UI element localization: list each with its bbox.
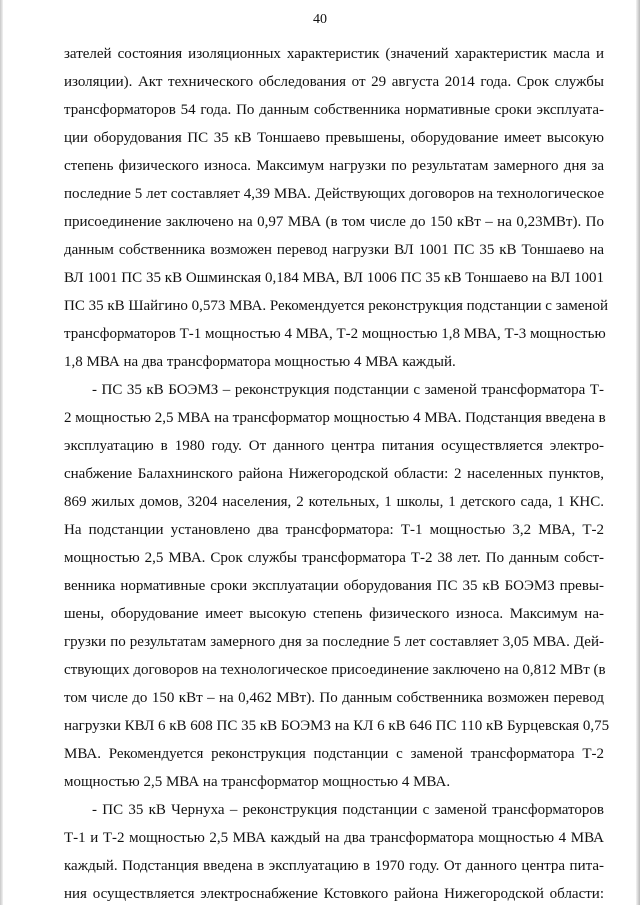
text-line: 1,8 МВА на два трансформатора мощностью 4 МВА каждый. — [64, 354, 456, 370]
text-line: последние 5 лет составляет 4,39 МВА. Действующих договоров на технологическое — [64, 186, 604, 202]
text-line: степень физического износа. Максимум нагрузки по результатам замерного дня за — [64, 158, 604, 174]
text-line: 2 мощностью 2,5 МВА на трансформатор мощностью 4 МВА. Подстанция введена в — [64, 410, 606, 426]
text-line: На подстанции установлено два трансформатора: Т-1 мощностью 3,2 МВА, Т-2 — [64, 522, 604, 538]
text-line: шены, оборудование имеет высокую степень физического износа. Максимум на- — [64, 606, 604, 622]
text-line: присоединение заключено на 0,97 МВА (в том числе до 150 кВт – на 0,23МВт). По — [64, 214, 604, 230]
text-line: том числе до 150 кВт – на 0,462 МВт). По данным собственника возможен перевод — [64, 690, 604, 706]
text-line: мощностью 2,5 МВА на трансформатор мощностью 4 МВА. — [64, 774, 451, 790]
text-line: ции оборудования ПС 35 кВ Тоншаево превышены, оборудование имеет высокую — [64, 130, 604, 146]
text-line: эксплуатацию в 1980 году. От данного центра питания осуществляется электро- — [64, 438, 604, 454]
text-line: каждый. Подстанция введена в эксплуатацию в 1970 году. От данного центра пита- — [64, 858, 604, 874]
text-line: ствующих договоров на технологическое присоединение заключено на 0,812 МВт (в — [64, 662, 606, 678]
text-line: трансформаторов 54 года. По данным собственника нормативные сроки эксплуата- — [64, 102, 604, 118]
scan-shadow-left — [0, 0, 3, 905]
text-line: зателей состояния изоляционных характеристик (значений характеристик масла и — [64, 46, 604, 62]
text-line: данным собственника возможен перевод нагрузки ВЛ 1001 ПС 35 кВ Тоншаево на — [64, 242, 604, 258]
text-line: ния осуществляется электроснабжение Кстовкого района Нижегородской области: — [64, 886, 604, 902]
text-line: нагрузки КВЛ 6 кВ 608 ПС 35 кВ БОЭМЗ на КЛ 6 кВ 646 ПС 110 кВ Бурцевская 0,75 — [64, 718, 610, 734]
text-line: МВА. Рекомендуется реконструкция подстанции с заменой трансформатора Т-2 — [64, 746, 604, 762]
scan-shadow-right — [636, 0, 640, 905]
text-line: трансформаторов Т-1 мощностью 4 МВА, Т-2 мощностью 1,8 МВА, Т-3 мощностью — [64, 326, 606, 342]
text-line: - ПС 35 кВ Чернуха – реконструкция подстанции с заменой трансформаторов — [92, 802, 604, 818]
text-line: изоляции). Акт технического обследования от 29 августа 2014 года. Срок службы — [64, 74, 604, 90]
text-line: венника нормативные сроки эксплуатации оборудования ПС 35 кВ БОЭМЗ превы- — [64, 578, 604, 594]
text-line: снабжение Балахнинского района Нижегородской области: 2 населенных пунктов, — [64, 466, 604, 482]
text-line: ПС 35 кВ Шайгино 0,573 МВА. Рекомендуется реконструкция подстанции с заменой — [64, 298, 608, 314]
text-line: 869 жилых домов, 3204 населения, 2 котельных, 1 школы, 1 детского сада, 1 КНС. — [64, 494, 604, 510]
text-line: - ПС 35 кВ БОЭМЗ – реконструкция подстанции с заменой трансформатора Т- — [92, 382, 604, 398]
text-line: грузки по результатам замерного дня за последние 5 лет составляет 3,05 МВА. Дей- — [64, 634, 604, 650]
text-line: ВЛ 1001 ПС 35 кВ Ошминская 0,184 МВА, ВЛ 1006 ПС 35 кВ Тоншаево на ВЛ 1001 — [64, 270, 604, 286]
page-number: 40 — [313, 12, 327, 27]
text-line: мощностью 2,5 МВА. Срок службы трансформатора Т-2 38 лет. По данным собст- — [64, 550, 604, 566]
text-line: Т-1 и Т-2 мощностью 2,5 МВА каждый на два трансформатора мощностью 4 МВА — [64, 830, 604, 846]
